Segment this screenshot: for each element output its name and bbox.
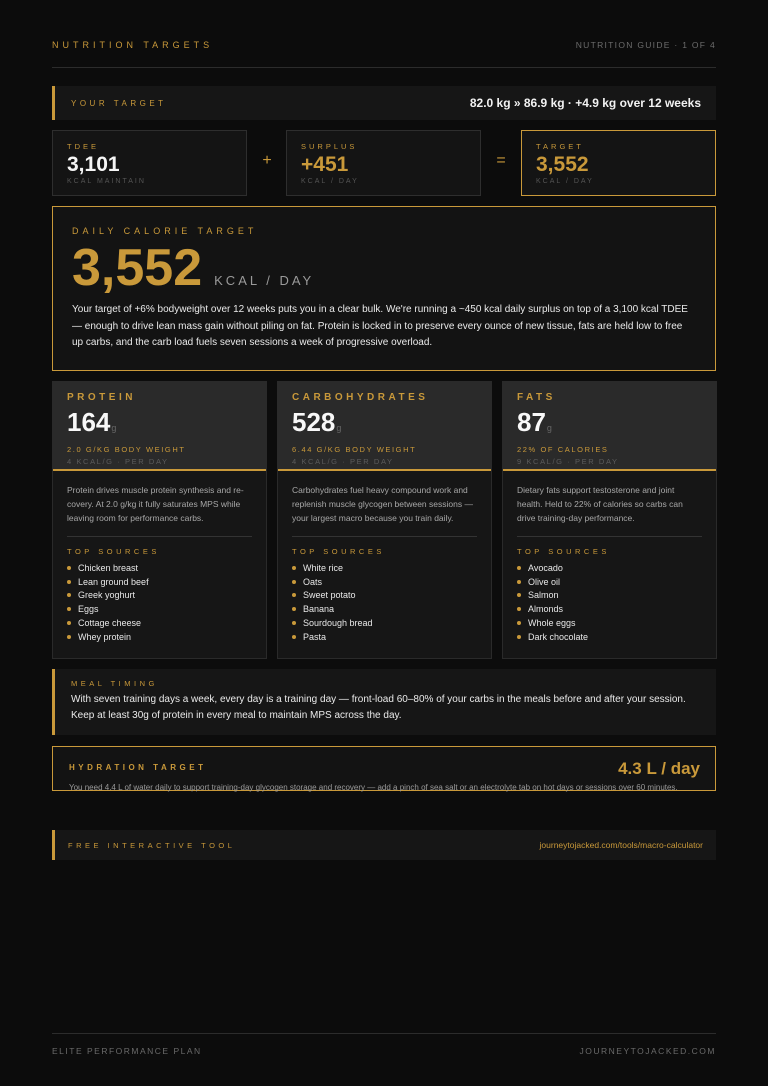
daily-calorie-label: DAILY CALORIE TARGET xyxy=(72,226,258,236)
bullet-icon xyxy=(292,621,296,625)
target-summary-bar xyxy=(52,86,716,120)
list-item: Dark chocolate xyxy=(517,630,702,644)
macro-card-carbohydrates xyxy=(277,381,492,659)
daily-calorie-panel xyxy=(52,206,716,371)
list-item: Oats xyxy=(292,575,477,589)
macro-unit: g xyxy=(111,423,117,433)
page-indicator: NUTRITION GUIDE · 1 OF 4 xyxy=(575,40,716,50)
hydration-panel xyxy=(52,746,716,791)
macro-calculator-link[interactable]: journeytojacked.com/tools/macro-calculator xyxy=(539,840,703,850)
meal-timing-text: With seven training days a week, every day is a training day — front-load 60–80% of your carbs in the meals before and after your session. Keep at least 30g of protein in every meal to maintain MPS across the day. xyxy=(71,694,686,721)
macro-value: 164 xyxy=(67,407,111,437)
bullet-icon xyxy=(292,580,296,584)
list-item: Eggs xyxy=(67,602,252,616)
page-title: NUTRITION TARGETS xyxy=(52,40,214,50)
list-item: White rice xyxy=(292,561,477,575)
list-item: Almonds xyxy=(517,602,702,616)
macro-energy: 4 KCAL/G · PER DAY xyxy=(67,457,169,466)
bullet-icon xyxy=(517,621,521,625)
target-summary-value: 82.0 kg » 86.9 kg · +4.9 kg over 12 weeks xyxy=(469,96,701,110)
daily-calorie-unit: KCAL / DAY xyxy=(214,273,315,288)
macro-ratio: 22% OF CALORIES xyxy=(517,445,609,454)
bullet-icon xyxy=(292,593,296,597)
macro-value: 528 xyxy=(292,407,336,437)
tdee-value: 3,101 xyxy=(67,153,120,176)
target-sub: KCAL / DAY xyxy=(536,178,594,185)
bullet-icon xyxy=(517,566,521,570)
bullet-icon xyxy=(67,607,71,611)
bullet-icon xyxy=(67,566,71,570)
calorie-equation xyxy=(52,130,716,196)
bullet-icon xyxy=(517,635,521,639)
daily-calorie-value: 3,552 xyxy=(72,239,203,297)
list-item: Pasta xyxy=(292,630,477,644)
equals-operator: = xyxy=(496,152,506,169)
target-label: TARGET xyxy=(536,142,584,151)
macro-name: FATS xyxy=(517,392,556,403)
macro-name: PROTEIN xyxy=(67,392,136,403)
list-item: Sweet potato xyxy=(292,589,477,603)
list-item: Olive oil xyxy=(517,575,702,589)
bullet-icon xyxy=(67,580,71,584)
hydration-label: HYDRATION TARGET xyxy=(69,763,207,772)
free-tool-bar xyxy=(52,830,716,860)
footer-plan-name: ELITE PERFORMANCE PLAN xyxy=(52,1046,202,1056)
macro-ratio: 2.0 G/KG BODY WEIGHT xyxy=(67,445,186,454)
bullet-icon xyxy=(67,593,71,597)
list-item: Whole eggs xyxy=(517,616,702,630)
sources-label: TOP SOURCES xyxy=(517,547,610,556)
sources-label: TOP SOURCES xyxy=(292,547,385,556)
macro-description: Protein drives muscle protein synthesis and re-covery. At 2.0 g/kg it fully saturates MPS while leaving room for performance carbs. xyxy=(67,483,252,537)
surplus-card xyxy=(286,130,481,196)
bullet-icon xyxy=(67,635,71,639)
macro-name: CARBOHYDRATES xyxy=(292,392,429,403)
sources-label: TOP SOURCES xyxy=(67,547,160,556)
target-summary-label: YOUR TARGET xyxy=(71,98,167,108)
surplus-sub: KCAL / DAY xyxy=(301,178,359,185)
macro-value: 87 xyxy=(517,407,546,437)
surplus-label: SURPLUS xyxy=(301,142,358,151)
bullet-icon xyxy=(292,635,296,639)
macro-card-fats xyxy=(502,381,717,659)
surplus-value: +451 xyxy=(301,153,349,176)
list-item: Avocado xyxy=(517,561,702,575)
macro-energy: 9 KCAL/G · PER DAY xyxy=(517,457,619,466)
tdee-label: TDEE xyxy=(67,142,100,151)
list-item: Salmon xyxy=(517,589,702,603)
list-item: Banana xyxy=(292,602,477,616)
hydration-text: You need 4.4 L of water daily to support training-day glycogen storage and recovery — add a pinch of sea salt or an electrolyte tab on hot days or sessions over 60 minutes. xyxy=(69,783,678,792)
bullet-icon xyxy=(517,607,521,611)
free-tool-label: FREE INTERACTIVE TOOL xyxy=(68,840,236,850)
plus-operator: + xyxy=(262,152,272,169)
bullet-icon xyxy=(292,566,296,570)
sources-list xyxy=(67,561,252,644)
tdee-sub: KCAL MAINTAIN xyxy=(67,178,146,185)
list-item: Chicken breast xyxy=(67,561,252,575)
hydration-value: 4.3 L / day xyxy=(618,759,700,778)
meal-timing-panel xyxy=(52,669,716,735)
tdee-card xyxy=(52,130,247,196)
bullet-icon xyxy=(517,593,521,597)
macro-ratio: 6.44 G/KG BODY WEIGHT xyxy=(292,445,417,454)
target-card xyxy=(521,130,716,196)
bullet-icon xyxy=(67,621,71,625)
list-item: Sourdough bread xyxy=(292,616,477,630)
macro-unit: g xyxy=(336,423,342,433)
list-item: Whey protein xyxy=(67,630,252,644)
bullet-icon xyxy=(292,607,296,611)
macro-card-protein xyxy=(52,381,267,659)
target-value: 3,552 xyxy=(536,153,589,176)
sources-list xyxy=(292,561,477,644)
macro-description: Carbohydrates fuel heavy compound work and replenish muscle glycogen between sessions — your largest macro because you train daily. xyxy=(292,483,477,537)
page-footer xyxy=(52,1033,716,1056)
macro-energy: 4 KCAL/G · PER DAY xyxy=(292,457,394,466)
footer-site: JOURNEYTOJACKED.COM xyxy=(579,1046,716,1056)
list-item: Greek yoghurt xyxy=(67,589,252,603)
daily-calorie-text: Your target of +6% bodyweight over 12 weeks puts you in a clear bulk. We're running a ~450 kcal daily surplus on top of a 3,100 kcal TDEE — enough to drive lean mass gain without piling on fat. Protein is locked in to preserve every ounce of new tissue, fats are held low to free up carbs, and the carb load fuels seven sessions a week of progressive overload. xyxy=(72,304,688,348)
sources-list xyxy=(517,561,702,644)
macro-description: Dietary fats support testosterone and joint health. Held to 22% of calories so carbs can drive training-day performance. xyxy=(517,483,702,537)
list-item: Cottage cheese xyxy=(67,616,252,630)
bullet-icon xyxy=(517,580,521,584)
meal-timing-label: MEAL TIMING xyxy=(71,679,158,688)
macro-unit: g xyxy=(546,423,552,433)
list-item: Lean ground beef xyxy=(67,575,252,589)
page-header xyxy=(52,40,716,68)
